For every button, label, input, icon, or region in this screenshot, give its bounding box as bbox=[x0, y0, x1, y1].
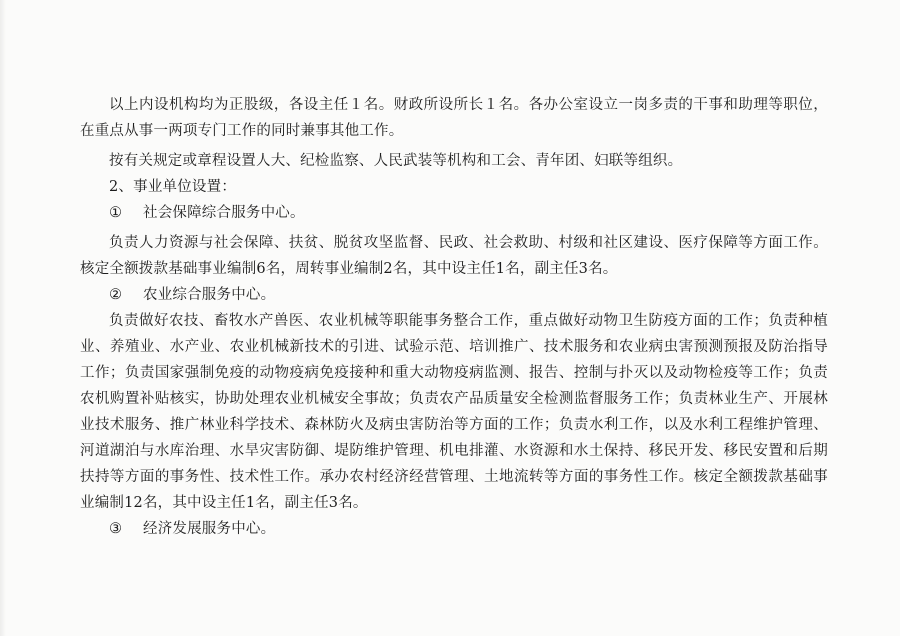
circled-number-2: ② bbox=[109, 287, 123, 303]
unit-1-description: 负责人力资源与社会保障、扶贫、脱贫攻坚监督、民政、社会救助、村级和社区建设、医疗保障等方面工作。核定全额拨款基础事业编制6名，周转事业编制2名，其中设主任1名，副主任3名。 bbox=[80, 235, 828, 277]
circled-number-3: ③ bbox=[109, 521, 123, 537]
unit-2-title: 农业综合服务中心。 bbox=[143, 287, 276, 303]
unit-3-heading bbox=[80, 516, 828, 542]
circled-number-1: ① bbox=[109, 205, 123, 221]
unit-3-title: 经济发展服务中心。 bbox=[143, 521, 276, 537]
paragraph-internal-structure: 以上内设机构均为正股级，各设主任１名。财政所设所长１名。各办公室设立一岗多责的干事和助理等职位，在重点从事一两项专门工作的同时兼事其他工作。 bbox=[80, 97, 828, 139]
section-heading-public-institutions: 2、事业单位设置： bbox=[109, 179, 237, 195]
unit-2-description: 负责做好农技、畜牧水产兽医、农业机械等职能事务整合工作，重点做好动物卫生防疫方面的工作；负责种植业、养殖业、水产业、农业机械新技术的引进、试验示范、培训推广、技术服务和农业病虫害预测预报及防治指导工作；负责国家强制免疫的动物疫病免疫接种和重大动物疫病监测、报告、控制与扑灭以及动物检疫等工作；负责农机购置补贴核实，协助处理农业机械安全事故；负责农产品质量安全检测监督服务工作；负责林业生产、开展林业技术服务、推广林业科学技术、森林防火及病虫害防治等方面的工作；负责水利工作，以及水利工程维护管理、河道湖泊与水库治理、水旱灾害防御、堤防维护管理、机电排灌、水资源和水土保持、移民开发、移民安置和后期扶持等方面的事务性、技术性工作。承办农村经济经营管理、土地流转等方面的事务性工作。核定全额拨款基础事业编制12名，其中设主任1名，副主任3名。 bbox=[80, 313, 828, 511]
scan-edge-left bbox=[0, 0, 6, 636]
document-body bbox=[80, 92, 828, 542]
unit-1-heading bbox=[80, 200, 828, 226]
paragraph-organizations: 按有关规定或章程设置人大、纪检监察、人民武装等机构和工会、青年团、妇联等组织。 bbox=[109, 153, 683, 169]
unit-1-title: 社会保障综合服务中心。 bbox=[143, 205, 305, 221]
unit-2-heading bbox=[80, 282, 828, 308]
